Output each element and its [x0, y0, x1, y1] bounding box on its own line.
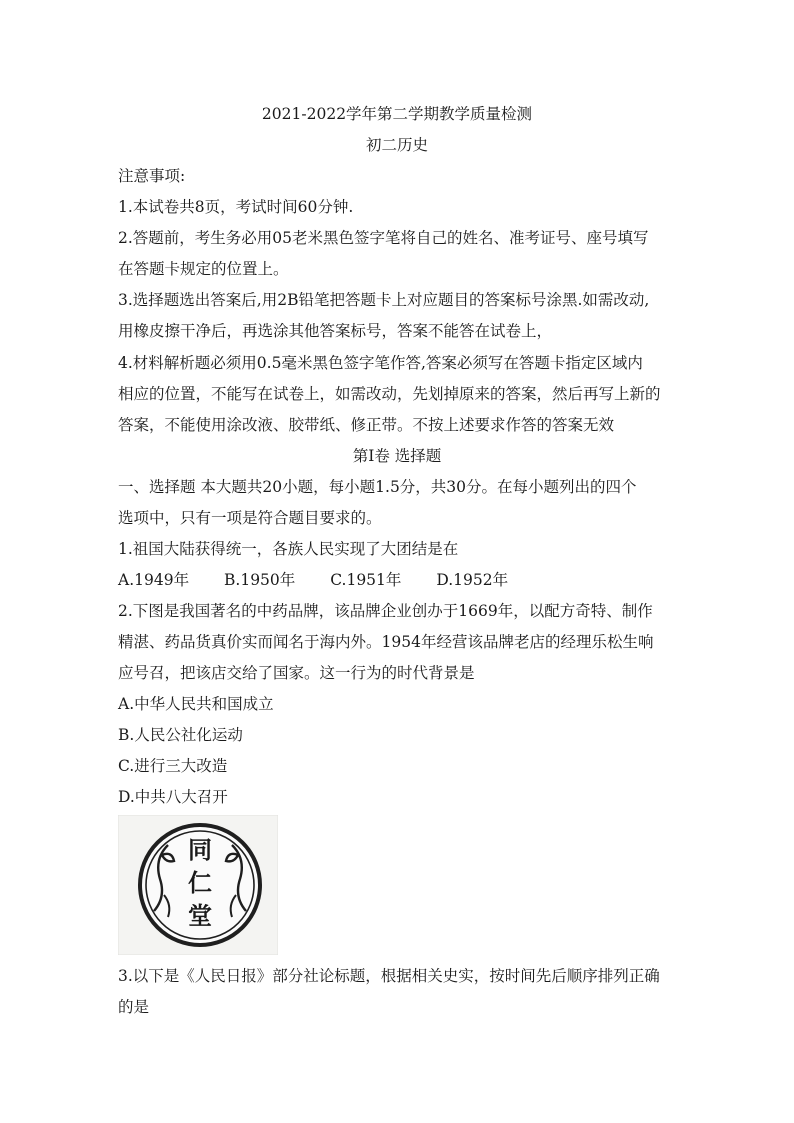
question-2-stem: 2.下图是我国著名的中药品牌，该品牌企业创办于1669年，以配方奇特、制作: [118, 602, 653, 620]
option-b[interactable]: B.人民公社化运动: [118, 726, 243, 744]
notice-item: 用橡皮擦干净后，再选涂其他答案标号，答案不能答在试卷上，: [118, 322, 553, 340]
option-c[interactable]: C.1951年: [330, 571, 402, 589]
question-1-options: [118, 570, 678, 590]
option-b[interactable]: B.1950年: [224, 571, 296, 589]
exam-subject: 初二历史: [365, 136, 428, 154]
tongrentang-logo-image: [118, 815, 278, 955]
question-3-stem: 3.以下是《人民日报》部分社论标题，根据相关史实，按时间先后顺序排列正确: [118, 967, 660, 985]
section-title: 第I卷 选择题: [352, 447, 442, 465]
section-intro: 选项中，只有一项是符合题目要求的。: [118, 509, 382, 527]
option-d[interactable]: D.中共八大召开: [118, 788, 228, 806]
notice-heading: 注意事项:: [118, 167, 186, 185]
option-a[interactable]: A.1949年: [118, 571, 190, 589]
notice-item: 4.材料解析题必须用0.5毫米黑色签字笔作答,答案必须写在答题卡指定区域内: [118, 354, 643, 372]
notice-item: 在答题卡规定的位置上。: [118, 260, 289, 278]
question-2-stem: 应号召，把该店交给了国家。这一行为的时代背景是: [118, 664, 475, 682]
notice-item: 1.本试卷共8页，考试时间60分钟.: [118, 198, 354, 216]
logo-char: 同: [188, 836, 212, 864]
logo-char: 仁: [188, 869, 212, 897]
notice-item: 2.答题前，考生务必用05老米黑色签字笔将自己的姓名、准考证号、座号填写: [118, 229, 649, 247]
notice-item: 答案，不能使用涂改液、胶带纸、修正带。不按上述要求作答的答案无效: [118, 416, 615, 434]
question-2-stem: 精湛、药品货真价实而闻名于海内外。1954年经营该品牌老店的经理乐松生响: [118, 633, 654, 651]
section-intro: 一、选择题 本大题共20小题，每小题1.5分，共30分。在每小题列出的四个: [118, 478, 637, 496]
logo-char: 堂: [188, 902, 212, 930]
question-3-stem: 的是: [118, 998, 150, 1016]
option-a[interactable]: A.中华人民共和国成立: [118, 695, 274, 713]
option-d[interactable]: D.1952年: [436, 571, 509, 589]
question-1-stem: 1.祖国大陆获得统一，各族人民实现了大团结是在: [118, 540, 459, 558]
notice-item: 3.选择题选出答案后,用2B铅笔把答题卡上对应题目的答案标号涂黑.如需改动,: [118, 291, 650, 309]
exam-title: 2021-2022学年第二学期教学质量检测: [261, 105, 533, 123]
notice-item: 相应的位置，不能写在试卷上，如需改动，先划掉原来的答案，然后再写上新的: [118, 385, 661, 403]
option-c[interactable]: C.进行三大改造: [118, 757, 228, 775]
